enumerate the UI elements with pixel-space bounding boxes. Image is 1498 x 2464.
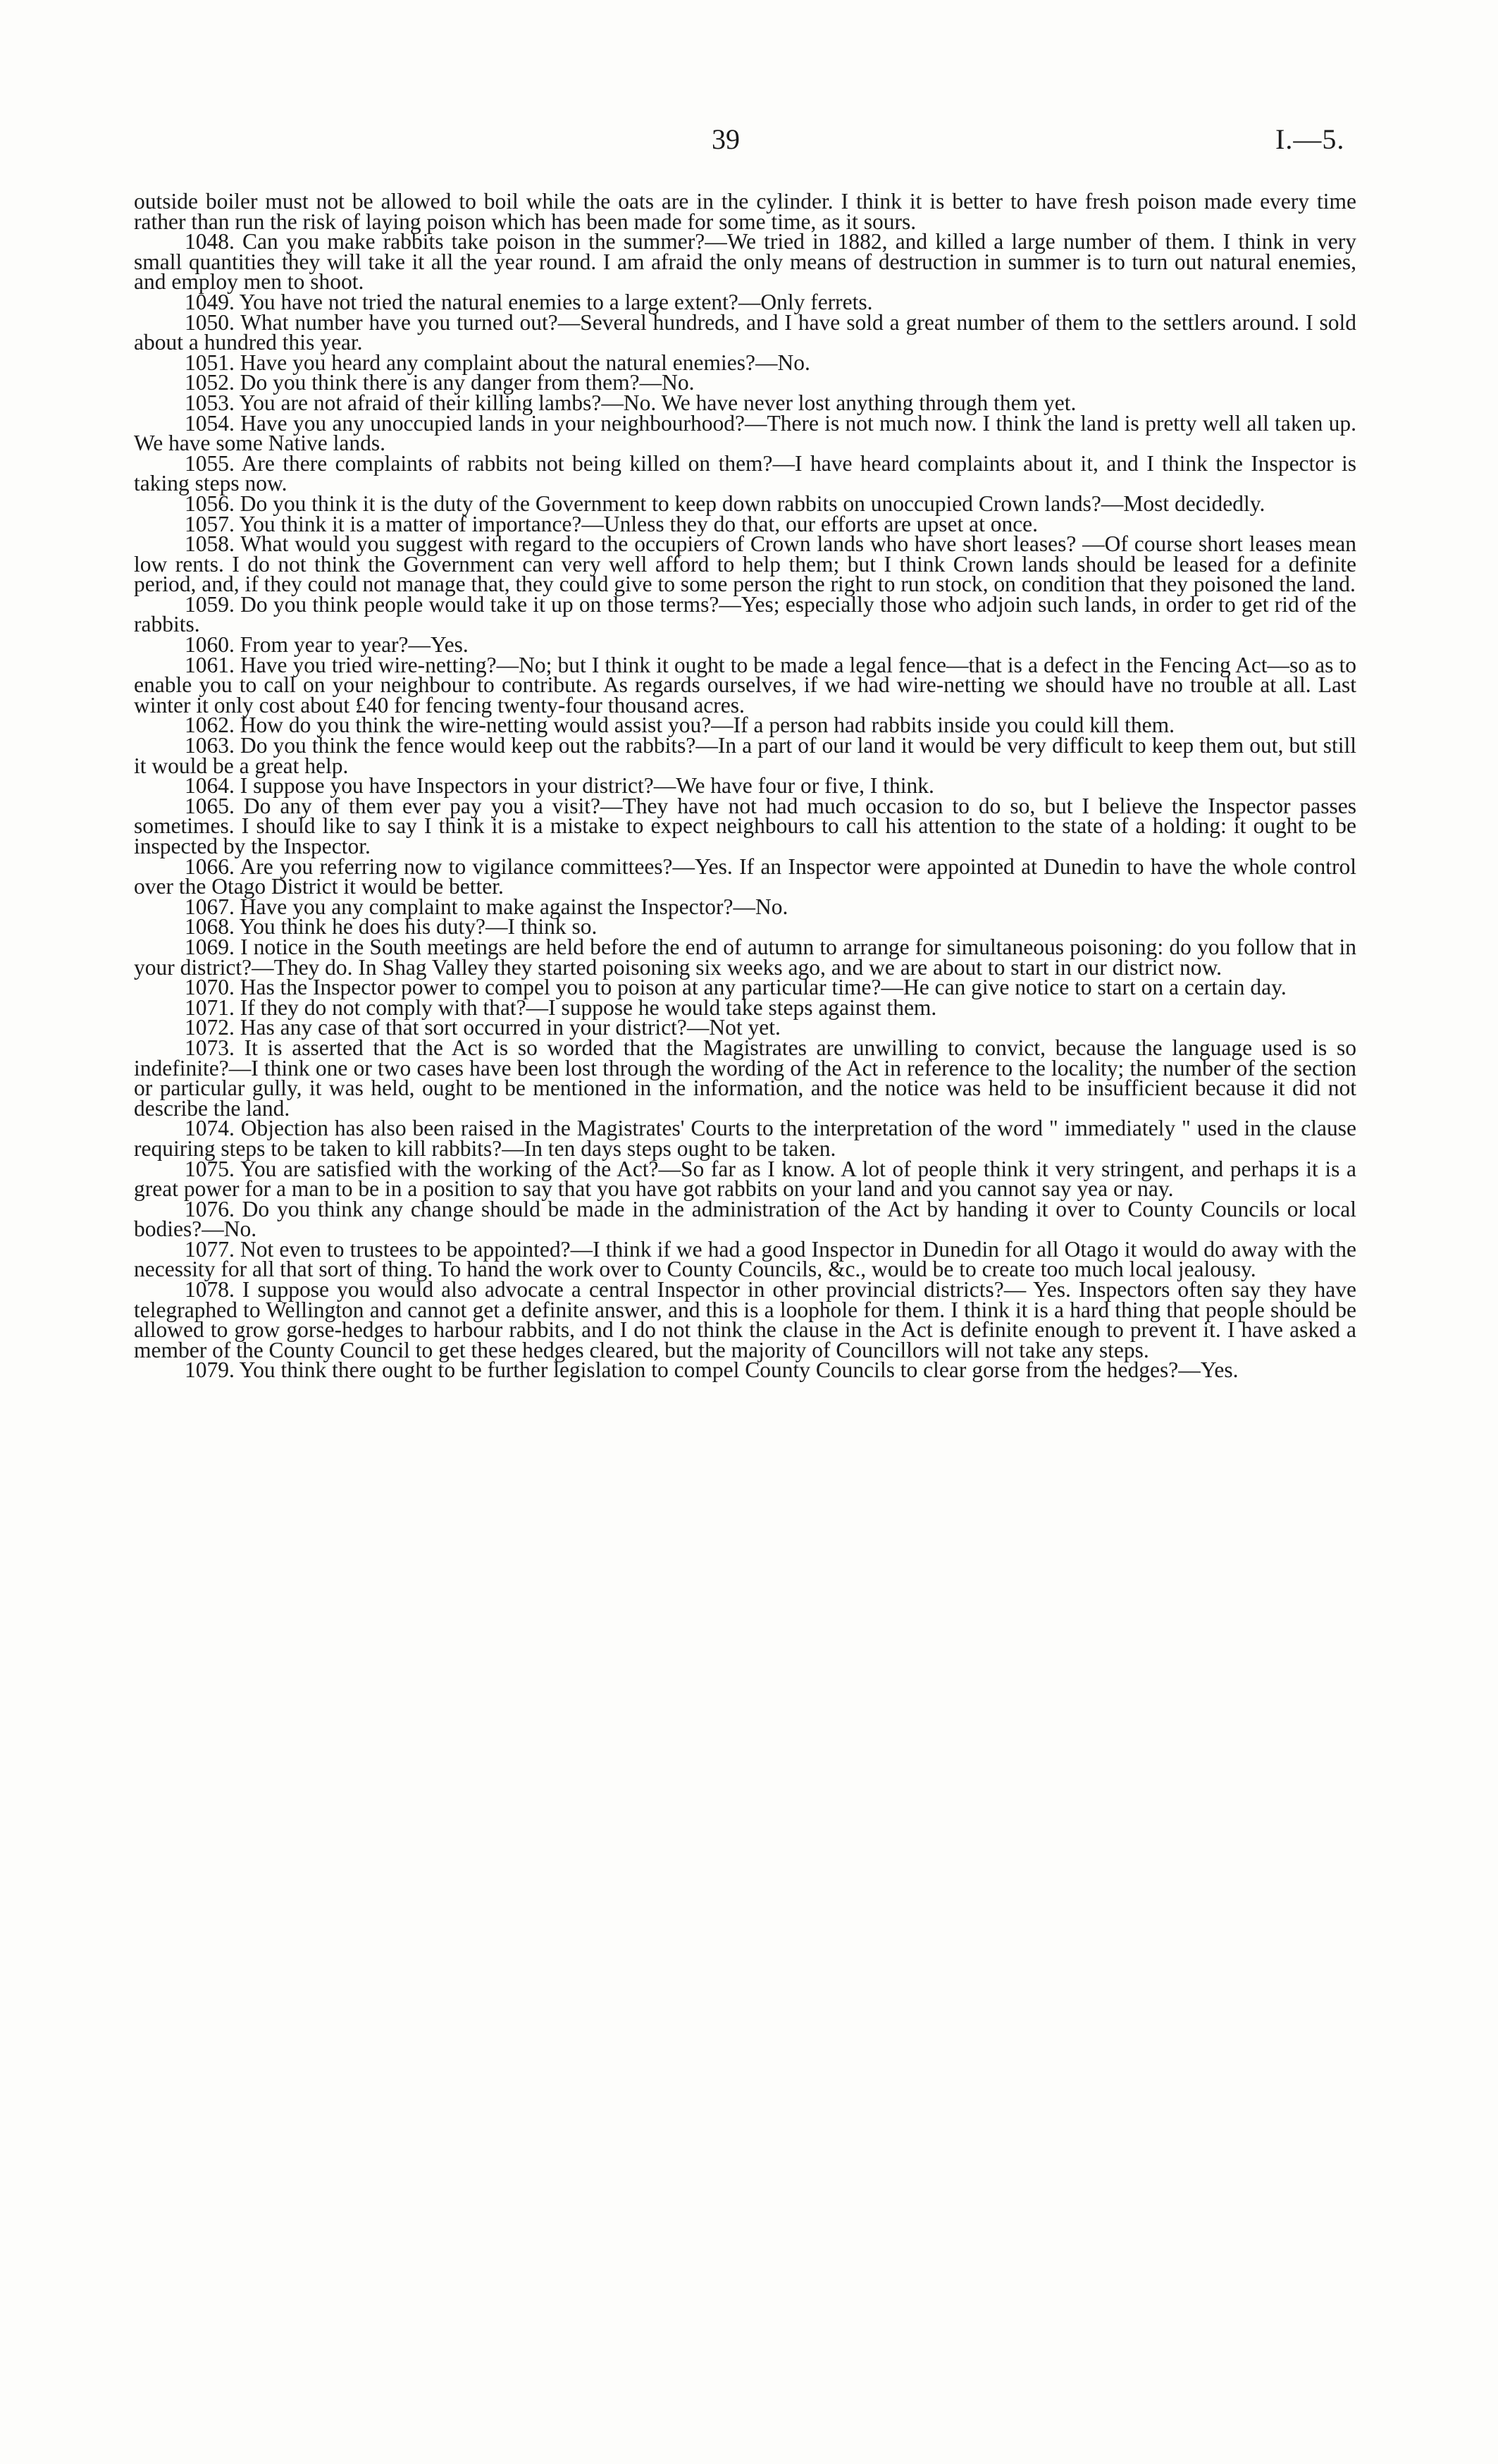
question-1054: 1054. Have you any unoccupied lands in your neighbourhood?—There is not much now. I think the land is pretty well all taken up. We have some Native lands. [134, 410, 1356, 456]
document-reference: I.—5. [1275, 123, 1345, 155]
question-1072: 1072. Has any case of that sort occurred in your district?—Not yet. [185, 1015, 781, 1040]
question-1048: 1048. Can you make rabbits take poison in the summer?—We tried in 1882, and killed a large number of them. I think in very small quantities they will take it all the year round. I am afraid the only means of destruction in summer is to turn out natural enemies, and employ men to shoot. [134, 229, 1356, 295]
question-1073: 1073. It is asserted that the Act is so worded that the Magistrates are unwilling to convict, because the language used is so indefinite?—I think one or two cases have been lost through the wording of the Act in reference to the locality; the number of the section or particular gully, it was held, ought to be mentioned in the information, and the notice was held to be insufficient because it did not describe the land. [134, 1035, 1356, 1121]
question-1078: 1078. I suppose you would also advocate a central Inspector in other provincial districts?— Yes. Inspectors often say they have telegraphed to Wellington and cannot get a definite answer, and this is a loophole for them. I think it is a hard thing that people should be allowed to grow gorse-hedges to harbour rabbits, and I do not think the clause in the Act is definite enough to prevent it. I have asked a member of the County Council to get these hedges cleared, but the majority of Councillors will not take any steps. [134, 1277, 1356, 1362]
body-text [134, 189, 1356, 1383]
question-1055: 1055. Are there complaints of rabbits not being killed on them?—I have heard complaints about it, and I think the Inspector is taking steps now. [134, 450, 1356, 496]
question-1061: 1061. Have you tried wire-netting?—No; but I think it ought to be made a legal fence—that is a defect in the Fencing Act—so as to enable you to call on your neighbour to contribute. As regards ourselves, if we had wire-netting we should have no trouble at all. Last winter it only cost about £40 for fencing twenty-four thousand acres. [134, 652, 1356, 717]
question-1077: 1077. Not even to trustees to be appointed?—I think if we had a good Inspector in Dunedin for all Otago it would do away with the necessity for all that sort of thing. To hand the work over to County Councils, &c., would be to create too much local jealousy. [134, 1236, 1356, 1282]
question-1064: 1064. I suppose you have Inspectors in your district?—We have four or five, I think. [185, 773, 934, 799]
question-1069: 1069. I notice in the South meetings are held before the end of autumn to arrange for simultaneous poisoning: do you follow that in your district?—They do. In Shag Valley they started poisoning six weeks ago, and we are about to start in our district now. [134, 934, 1356, 980]
question-1079: 1079. You think there ought to be further legislation to compel County Councils to clear gorse from the hedges?—Yes. [185, 1357, 1239, 1383]
question-1062: 1062. How do you think the wire-netting would assist you?—If a person had rabbits inside you could kill them. [185, 713, 1175, 738]
question-1074: 1074. Objection has also been raised in the Magistrates' Courts to the interpretation of the word " immediately " used in the clause requiring steps to be taken to kill rabbits?—In ten days steps ought to be taken. [134, 1116, 1356, 1161]
question-1063: 1063. Do you think the fence would keep out the rabbits?—In a part of our land it would be very difficult to keep them out, but still it would be a great help. [134, 733, 1356, 778]
question-1071: 1071. If they do not comply with that?—I suppose he would take steps against them. [185, 994, 937, 1020]
paragraph-continuation: outside boiler must not be allowed to boil while the oats are in the cylinder. I think it is better to have fresh poison made every time rather than run the risk of laying poison which has been made for some time, as it sours. [134, 189, 1356, 234]
question-1070: 1070. Has the Inspector power to compel you to poison at any particular time?—He can give notice to start on a certain day. [185, 975, 1287, 1000]
question-1052: 1052. Do you think there is any danger from them?—No. [185, 370, 695, 395]
question-1051: 1051. Have you heard any complaint about the natural enemies?—No. [185, 350, 810, 375]
question-1068: 1068. You think he does his duty?—I think so. [185, 914, 598, 940]
question-1060: 1060. From year to year?—Yes. [185, 632, 469, 658]
question-1057: 1057. You think it is a matter of importance?—Unless they do that, our efforts are upset at once. [185, 511, 1039, 536]
question-1053: 1053. You are not afraid of their killing lambs?—No. We have never lost anything through them yet. [185, 390, 1077, 415]
page-number: 39 [712, 123, 740, 155]
question-1059: 1059. Do you think people would take it up on those terms?—Yes; especially those who adjoin such lands, in order to get rid of the rabbits. [134, 591, 1356, 637]
question-1065: 1065. Do any of them ever pay you a visit?—They have not had much occasion to do so, but I believe the Inspector passes sometimes. I should like to say I think it is a mistake to expect neighbours to call his attention to the state of a holding: it ought to be inspected by the Inspector. [134, 793, 1356, 858]
question-1066: 1066. Are you referring now to vigilance committees?—Yes. If an Inspector were appointed at Dunedin to have the whole control over the Otago District it would be better. [134, 854, 1356, 899]
question-1067: 1067. Have you any complaint to make against the Inspector?—No. [185, 894, 788, 919]
question-1056: 1056. Do you think it is the duty of the Government to keep down rabbits on unoccupied Crown lands?—Most decidedly. [185, 491, 1265, 516]
question-1050: 1050. What number have you turned out?—Several hundreds, and I have sold a great number of them to the settlers around. I sold about a hundred this year. [134, 309, 1356, 355]
question-1076: 1076. Do you think any change should be made in the administration of the Act by handing it over to County Councils or local bodies?—No. [134, 1196, 1356, 1242]
question-1049: 1049. You have not tried the natural enemies to a large extent?—Only ferrets. [185, 289, 873, 314]
page-header [0, 125, 1498, 168]
question-1075: 1075. You are satisfied with the working of the Act?—So far as I know. A lot of people think it very stringent, and perhaps it is a great power for a man to be in a position to say that you have got rabbits on your land and you cannot say yea or nay. [134, 1156, 1356, 1202]
question-1058: 1058. What would you suggest with regard to the occupiers of Crown lands who have short leases? —Of course short leases mean low rents. I do not think the Government can very well afford to help them; but I think Crown lands should be leased for a definite period, and, if they could not manage that, they could give to some person the right to run stock, on condition that they poisoned the land. [134, 531, 1356, 597]
